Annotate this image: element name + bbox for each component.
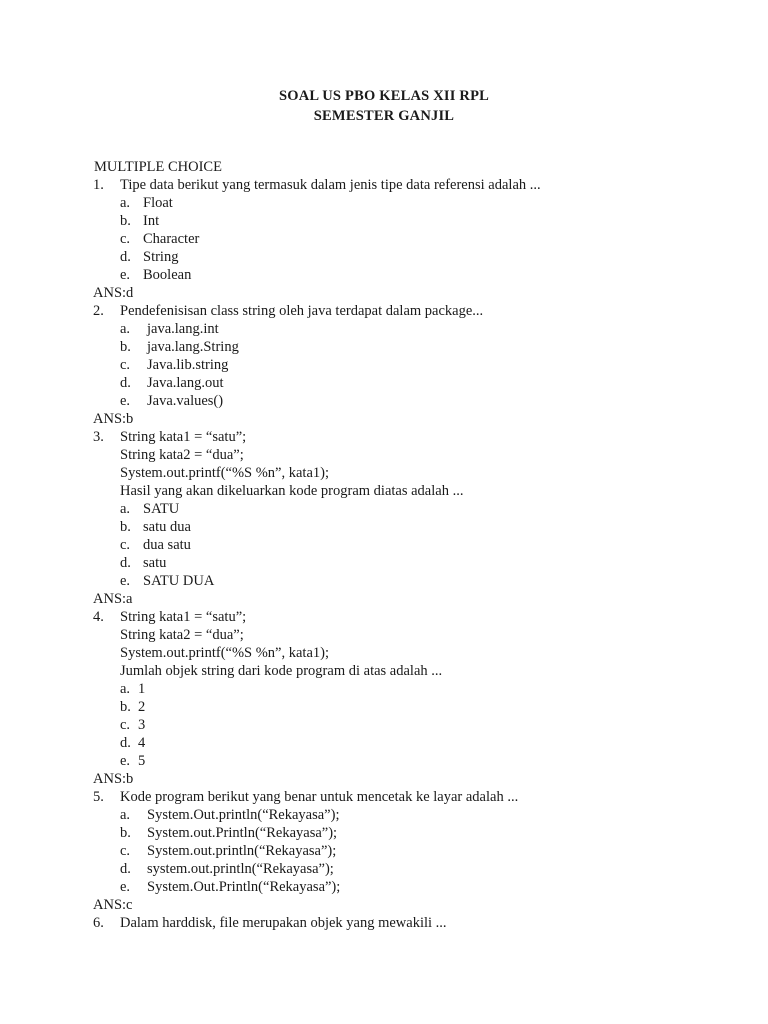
option-text: 4 bbox=[138, 735, 146, 751]
option-text: SATU DUA bbox=[143, 573, 215, 589]
option-text: SATU bbox=[143, 501, 180, 517]
option-text: System.out.Println(“Rekayasa”); bbox=[147, 825, 338, 841]
question-code-line: String kata1 = “satu”; bbox=[120, 429, 247, 445]
option-letter: e. bbox=[120, 267, 131, 283]
question-code-line: String kata2 = “dua”; bbox=[120, 627, 244, 643]
question-text: Hasil yang akan dikeluarkan kode program diatas adalah ... bbox=[120, 483, 464, 499]
option-row bbox=[93, 806, 768, 824]
section-heading: MULTIPLE CHOICE bbox=[94, 159, 222, 175]
answer-key: ANS:a bbox=[93, 591, 133, 607]
question-code-line: System.out.printf(“%S %n”, kata1); bbox=[120, 645, 329, 661]
option-text: satu dua bbox=[143, 519, 191, 535]
option-letter: c. bbox=[120, 537, 131, 553]
question-number: 4. bbox=[93, 609, 104, 625]
option-letter: e. bbox=[120, 753, 131, 769]
document-subtitle: SEMESTER GANJIL bbox=[313, 108, 455, 124]
option-text: System.Out.Println(“Rekayasa”); bbox=[147, 879, 341, 895]
question-text: Jumlah objek string dari kode program di atas adalah ... bbox=[120, 663, 443, 679]
option-letter: e. bbox=[120, 879, 131, 895]
option-letter: e. bbox=[120, 573, 131, 589]
option-text: Float bbox=[143, 195, 173, 211]
option-row bbox=[93, 554, 768, 572]
question-number: 1. bbox=[93, 177, 104, 193]
option-text: system.out.println(“Rekayasa”); bbox=[147, 861, 334, 877]
option-row bbox=[93, 194, 768, 212]
question-code-line: String kata1 = “satu”; bbox=[120, 609, 247, 625]
option-row bbox=[93, 734, 768, 752]
option-letter: d. bbox=[120, 555, 131, 571]
option-letter: a. bbox=[120, 501, 131, 517]
option-row bbox=[93, 680, 768, 698]
option-text: dua satu bbox=[143, 537, 191, 553]
option-text: 1 bbox=[138, 681, 146, 697]
question-number: 5. bbox=[93, 789, 104, 805]
option-text: System.out.println(“Rekayasa”); bbox=[147, 843, 337, 859]
option-row bbox=[93, 356, 768, 374]
option-row bbox=[93, 374, 768, 392]
option-row bbox=[93, 320, 768, 338]
option-letter: d. bbox=[120, 375, 131, 391]
option-row bbox=[93, 878, 768, 896]
option-row bbox=[93, 842, 768, 860]
option-row bbox=[93, 212, 768, 230]
question-number: 6. bbox=[93, 915, 104, 931]
option-row bbox=[93, 518, 768, 536]
option-text: Java.lib.string bbox=[147, 357, 229, 373]
option-row bbox=[93, 230, 768, 248]
option-text: 2 bbox=[138, 699, 146, 715]
answer-key: ANS:d bbox=[93, 285, 134, 301]
option-letter: a. bbox=[120, 807, 131, 823]
option-letter: a. bbox=[120, 681, 131, 697]
option-row bbox=[93, 716, 768, 734]
question-4 bbox=[93, 608, 768, 626]
option-text: satu bbox=[143, 555, 167, 571]
option-text: Java.lang.out bbox=[147, 375, 224, 391]
option-letter: b. bbox=[120, 339, 131, 355]
answer-key: ANS:b bbox=[93, 411, 134, 427]
option-letter: d. bbox=[120, 249, 131, 265]
option-row bbox=[93, 248, 768, 266]
question-1 bbox=[93, 176, 768, 194]
option-row bbox=[93, 392, 768, 410]
option-letter: a. bbox=[120, 195, 131, 211]
option-letter: c. bbox=[120, 357, 131, 373]
answer-key: ANS:b bbox=[93, 771, 134, 787]
option-row bbox=[93, 860, 768, 878]
option-row bbox=[93, 500, 768, 518]
question-text: Dalam harddisk, file merupakan objek yang mewakili ... bbox=[120, 915, 447, 931]
question-text: Kode program berikut yang benar untuk mencetak ke layar adalah ... bbox=[120, 789, 519, 805]
option-letter: e. bbox=[120, 393, 131, 409]
option-letter: b. bbox=[120, 825, 131, 841]
option-text: java.lang.int bbox=[147, 321, 219, 337]
option-row bbox=[93, 824, 768, 842]
option-letter: c. bbox=[120, 843, 131, 859]
option-text: Int bbox=[143, 213, 160, 229]
question-number: 2. bbox=[93, 303, 104, 319]
option-text: 5 bbox=[138, 753, 146, 769]
answer-key: ANS:c bbox=[93, 897, 133, 913]
option-row bbox=[93, 266, 768, 284]
question-list bbox=[93, 158, 768, 932]
document-title: SOAL US PBO KELAS XII RPL bbox=[278, 88, 490, 104]
option-text: java.lang.String bbox=[147, 339, 239, 355]
question-text: Tipe data berikut yang termasuk dalam jenis tipe data referensi adalah ... bbox=[120, 177, 541, 193]
option-row bbox=[93, 752, 768, 770]
option-letter: c. bbox=[120, 231, 131, 247]
question-2 bbox=[93, 302, 768, 320]
option-letter: b. bbox=[120, 213, 131, 229]
question-6 bbox=[93, 914, 768, 932]
option-text: 3 bbox=[138, 717, 146, 733]
option-letter: a. bbox=[120, 321, 131, 337]
option-letter: b. bbox=[120, 519, 131, 535]
option-letter: d. bbox=[120, 861, 131, 877]
option-letter: b. bbox=[120, 699, 131, 715]
option-letter: c. bbox=[120, 717, 131, 733]
option-letter: d. bbox=[120, 735, 131, 751]
option-row bbox=[93, 572, 768, 590]
option-text: String bbox=[143, 249, 179, 265]
option-row bbox=[93, 536, 768, 554]
question-number: 3. bbox=[93, 429, 104, 445]
option-text: System.Out.println(“Rekayasa”); bbox=[147, 807, 340, 823]
option-row bbox=[93, 698, 768, 716]
question-code-line: String kata2 = “dua”; bbox=[120, 447, 244, 463]
question-5 bbox=[93, 788, 768, 806]
question-text: Pendefenisisan class string oleh java terdapat dalam package... bbox=[120, 303, 484, 319]
option-row bbox=[93, 338, 768, 356]
question-3 bbox=[93, 428, 768, 446]
question-code-line: System.out.printf(“%S %n”, kata1); bbox=[120, 465, 329, 481]
option-text: Boolean bbox=[143, 267, 192, 283]
option-text: Java.values() bbox=[147, 393, 224, 409]
option-text: Character bbox=[143, 231, 200, 247]
